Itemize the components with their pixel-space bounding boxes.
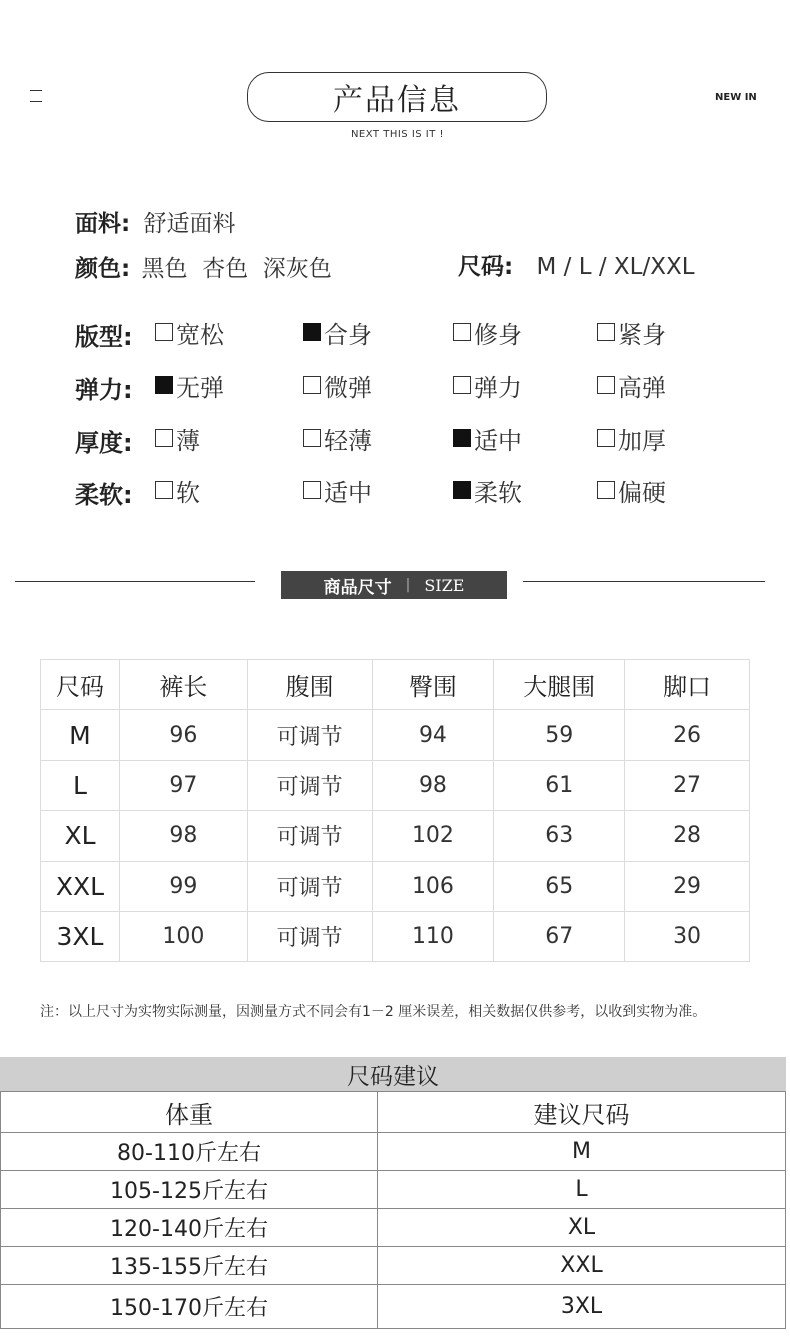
- table-cell: XXL: [41, 861, 120, 911]
- table-row: [1, 1247, 786, 1285]
- table-cell: L: [41, 760, 120, 810]
- divider-line-left: [15, 581, 255, 582]
- attribute-option-label: 无弹: [176, 373, 224, 402]
- column-header: 体重: [1, 1092, 378, 1133]
- attribute-option-label: 加厚: [618, 426, 666, 455]
- attribute-option: [155, 317, 224, 347]
- table-cell: 29: [625, 861, 750, 911]
- checkbox-icon: [597, 376, 615, 394]
- table-cell: 可调节: [247, 760, 372, 810]
- attribute-option: [453, 423, 522, 453]
- table-cell: 105-125斤左右: [1, 1171, 378, 1209]
- checkbox-icon: [155, 429, 173, 447]
- attribute-option: [597, 475, 666, 505]
- attribute-option: [453, 370, 522, 400]
- table-row: [1, 1285, 786, 1329]
- divider-line-right: [523, 581, 765, 582]
- attribute-label: 厚度:: [75, 429, 133, 457]
- table-row: [41, 861, 750, 911]
- attribute-option: [303, 475, 372, 505]
- attribute-option-label: 微弹: [324, 373, 372, 402]
- table-cell: 3XL: [378, 1285, 786, 1329]
- page-subtitle: NEXT THIS IS IT !: [350, 129, 445, 140]
- checkbox-icon: [453, 376, 471, 394]
- table-row: [41, 911, 750, 961]
- attribute-option-label: 偏硬: [618, 478, 666, 507]
- recommendation-title: 尺码建议: [0, 1057, 786, 1091]
- table-cell: 61: [494, 760, 625, 810]
- attribute-option: [155, 475, 200, 505]
- size-value: M / L / XL/XXL: [536, 254, 695, 280]
- section-title-separator: |: [405, 577, 411, 593]
- attribute-label: 柔软:: [75, 481, 133, 509]
- section-title-cn: 商品尺寸: [323, 577, 392, 598]
- attribute-option: [155, 370, 224, 400]
- checkbox-icon: [453, 323, 471, 341]
- table-cell: 96: [119, 710, 247, 760]
- checkbox-icon: [597, 429, 615, 447]
- color-row: [75, 250, 332, 283]
- table-cell: 可调节: [247, 911, 372, 961]
- attribute-option: [155, 423, 200, 453]
- table-cell: 97: [119, 760, 247, 810]
- attribute-option-label: 柔软: [474, 478, 522, 507]
- fabric-value: 舒适面料: [143, 211, 236, 237]
- new-in-label: NEW IN: [715, 92, 757, 103]
- attribute-option-label: 修身: [474, 320, 522, 349]
- table-cell: XXL: [378, 1247, 786, 1285]
- table-cell: 30: [625, 911, 750, 961]
- attribute-option-label: 软: [176, 478, 200, 507]
- size-table: [40, 659, 750, 962]
- attribute-label: 版型:: [75, 323, 133, 351]
- attribute-option: [303, 370, 372, 400]
- attribute-option-label: 适中: [474, 426, 522, 455]
- attribute-option-label: 紧身: [618, 320, 666, 349]
- menu-icon: [30, 90, 42, 104]
- column-header: 建议尺码: [378, 1092, 786, 1133]
- table-cell: 80-110斤左右: [1, 1133, 378, 1171]
- table-cell: 110: [372, 911, 494, 961]
- table-cell: 67: [494, 911, 625, 961]
- page-title: 产品信息: [247, 72, 547, 122]
- measurement-note: 注：以上尺寸为实物实际测量，因测量方式不同会有1－2 厘米误差，相关数据仅供参考，以收到实物为准。: [40, 1004, 707, 1020]
- table-cell: 27: [625, 760, 750, 810]
- table-row: [1, 1133, 786, 1171]
- table-cell: XL: [378, 1209, 786, 1247]
- column-header: 裤长: [119, 660, 247, 710]
- checkbox-icon: [303, 429, 321, 447]
- recommendation-table: [0, 1091, 786, 1329]
- table-cell: 120-140斤左右: [1, 1209, 378, 1247]
- attribute-option-label: 适中: [324, 478, 372, 507]
- column-header: 腹围: [247, 660, 372, 710]
- table-cell: 99: [119, 861, 247, 911]
- table-cell: 150-170斤左右: [1, 1285, 378, 1329]
- color-label: 颜色:: [75, 256, 131, 282]
- attribute-option-label: 合身: [324, 320, 372, 349]
- table-row: [1, 1171, 786, 1209]
- color-value: 黑色 杏色 深灰色: [141, 256, 332, 282]
- table-cell: M: [41, 710, 120, 760]
- table-cell: 可调节: [247, 710, 372, 760]
- table-row: [1, 1209, 786, 1247]
- table-cell: 135-155斤左右: [1, 1247, 378, 1285]
- table-cell: 94: [372, 710, 494, 760]
- table-header-row: [1, 1092, 786, 1133]
- table-cell: 可调节: [247, 811, 372, 861]
- attribute-option: [453, 475, 522, 505]
- checkbox-icon: [597, 481, 615, 499]
- table-cell: 106: [372, 861, 494, 911]
- table-cell: 65: [494, 861, 625, 911]
- table-cell: 59: [494, 710, 625, 760]
- checkbox-icon: [155, 323, 173, 341]
- table-cell: M: [378, 1133, 786, 1171]
- table-cell: XL: [41, 811, 120, 861]
- table-cell: 28: [625, 811, 750, 861]
- checked-box-icon: [155, 376, 173, 394]
- checkbox-icon: [303, 481, 321, 499]
- checkbox-icon: [303, 376, 321, 394]
- attribute-option-label: 弹力: [474, 373, 522, 402]
- attribute-option-label: 薄: [176, 426, 200, 455]
- table-cell: L: [378, 1171, 786, 1209]
- table-row: [41, 811, 750, 861]
- attribute-option: [453, 317, 522, 347]
- size-label: 尺码:: [458, 254, 514, 280]
- attribute-option-label: 宽松: [176, 320, 224, 349]
- table-cell: 26: [625, 710, 750, 760]
- fabric-label: 面料:: [75, 211, 131, 237]
- column-header: 大腿围: [494, 660, 625, 710]
- checkbox-icon: [597, 323, 615, 341]
- column-header: 脚口: [625, 660, 750, 710]
- attribute-option-label: 高弹: [618, 373, 666, 402]
- checked-box-icon: [303, 323, 321, 341]
- table-header-row: [41, 660, 750, 710]
- table-row: [41, 760, 750, 810]
- checked-box-icon: [453, 429, 471, 447]
- checkbox-icon: [155, 481, 173, 499]
- fabric-row: [75, 205, 236, 238]
- table-cell: 可调节: [247, 861, 372, 911]
- attribute-option: [597, 370, 666, 400]
- table-cell: 100: [119, 911, 247, 961]
- table-row: [41, 710, 750, 760]
- column-header: 尺码: [41, 660, 120, 710]
- table-cell: 98: [119, 811, 247, 861]
- attribute-option: [303, 317, 372, 347]
- column-header: 臀围: [372, 660, 494, 710]
- attribute-option: [303, 423, 372, 453]
- table-cell: 98: [372, 760, 494, 810]
- attribute-option: [597, 423, 666, 453]
- table-cell: 102: [372, 811, 494, 861]
- table-cell: 3XL: [41, 911, 120, 961]
- checked-box-icon: [453, 481, 471, 499]
- size-row: [458, 248, 695, 281]
- section-title-en: SIZE: [424, 575, 465, 595]
- section-title: [281, 571, 507, 599]
- attribute-label: 弹力:: [75, 376, 133, 404]
- table-cell: 63: [494, 811, 625, 861]
- attribute-option: [597, 317, 666, 347]
- attribute-option-label: 轻薄: [324, 426, 372, 455]
